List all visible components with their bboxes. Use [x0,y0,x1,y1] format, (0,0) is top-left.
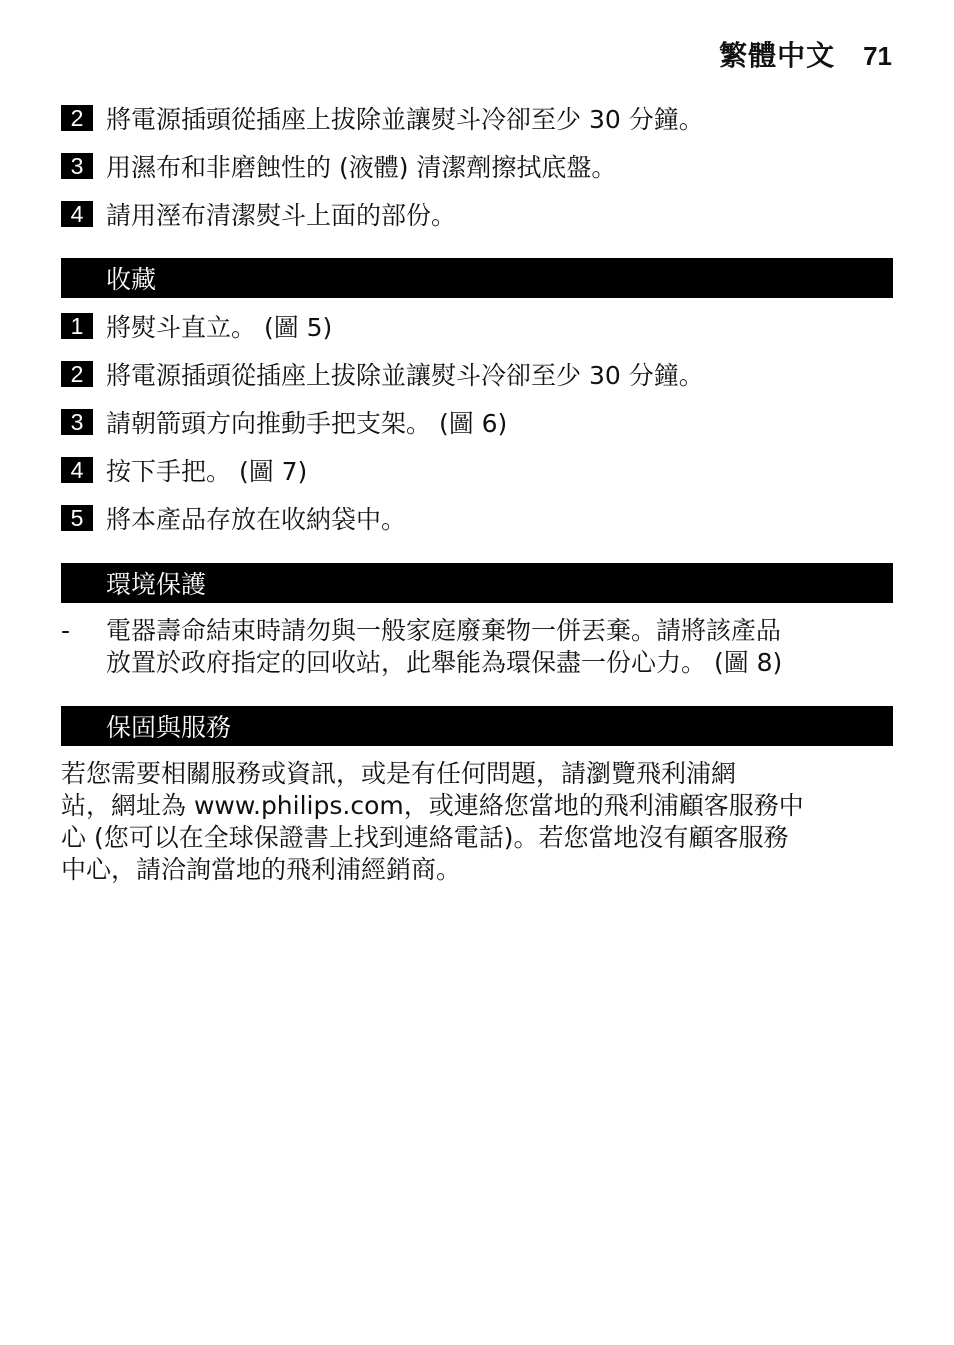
storage-step [61,502,406,534]
step-number-badge: 5 [61,505,93,531]
environment-bullet [61,615,893,679]
cleaning-step [61,198,456,230]
storage-step [61,310,332,342]
section-title: 環境保護 [106,570,207,599]
storage-step [61,454,307,486]
cleaning-step [61,150,616,182]
step-text: 請朝箭頭方向推動手把支架。 (圖 6) [106,409,508,438]
step-text: 用濕布和非磨蝕性的 (液體) 清潔劑擦拭底盤。 [106,153,617,182]
step-number-badge: 4 [61,457,93,483]
warranty-paragraph: 若您需要相關服務或資訊，或是有任何問題，請瀏覽飛利浦網 站，網址為 www.philips.com，或連絡您當地的飛利浦顧客服務中 心 (您可以在全球保證書上找到連絡電話)。若您當地沒有顧客服務 中心，請洽詢當地的飛利浦經銷商。 [61,759,804,884]
section-title: 收藏 [106,265,157,294]
step-number-badge: 2 [61,105,93,131]
step-number-badge: 2 [61,361,93,387]
step-text: 按下手把。 (圖 7) [106,457,308,486]
step-text: 將熨斗直立。 (圖 5) [106,313,333,342]
page-header [719,34,892,74]
bullet-text: 電器壽命結束時請勿與一般家庭廢棄物一併丟棄。請將該產品 放置於政府指定的回收站，此舉能為環保盡一份心力。 (圖 8) [106,616,783,677]
bullet-dash: - [61,616,71,645]
storage-step [61,358,704,390]
section-heading-environment [61,563,893,603]
step-number-badge: 1 [61,313,93,339]
section-heading-warranty [61,706,893,746]
step-text: 將本產品存放在收納袋中。 [106,505,407,534]
step-number-badge: 3 [61,409,93,435]
step-text: 將電源插頭從插座上拔除並讓熨斗冷卻至少 30 分鐘。 [106,361,704,390]
storage-step [61,406,507,438]
language-label: 繁體中文 [719,39,836,72]
step-number-badge: 3 [61,153,93,179]
cleaning-step [61,102,704,134]
section-title: 保固與服務 [106,713,232,742]
section-heading-storage [61,258,893,298]
step-text: 請用溼布清潔熨斗上面的部份。 [106,201,457,230]
step-text: 將電源插頭從插座上拔除並讓熨斗冷卻至少 30 分鐘。 [106,105,704,134]
step-number-badge: 4 [61,201,93,227]
page-number: 71 [863,41,892,71]
